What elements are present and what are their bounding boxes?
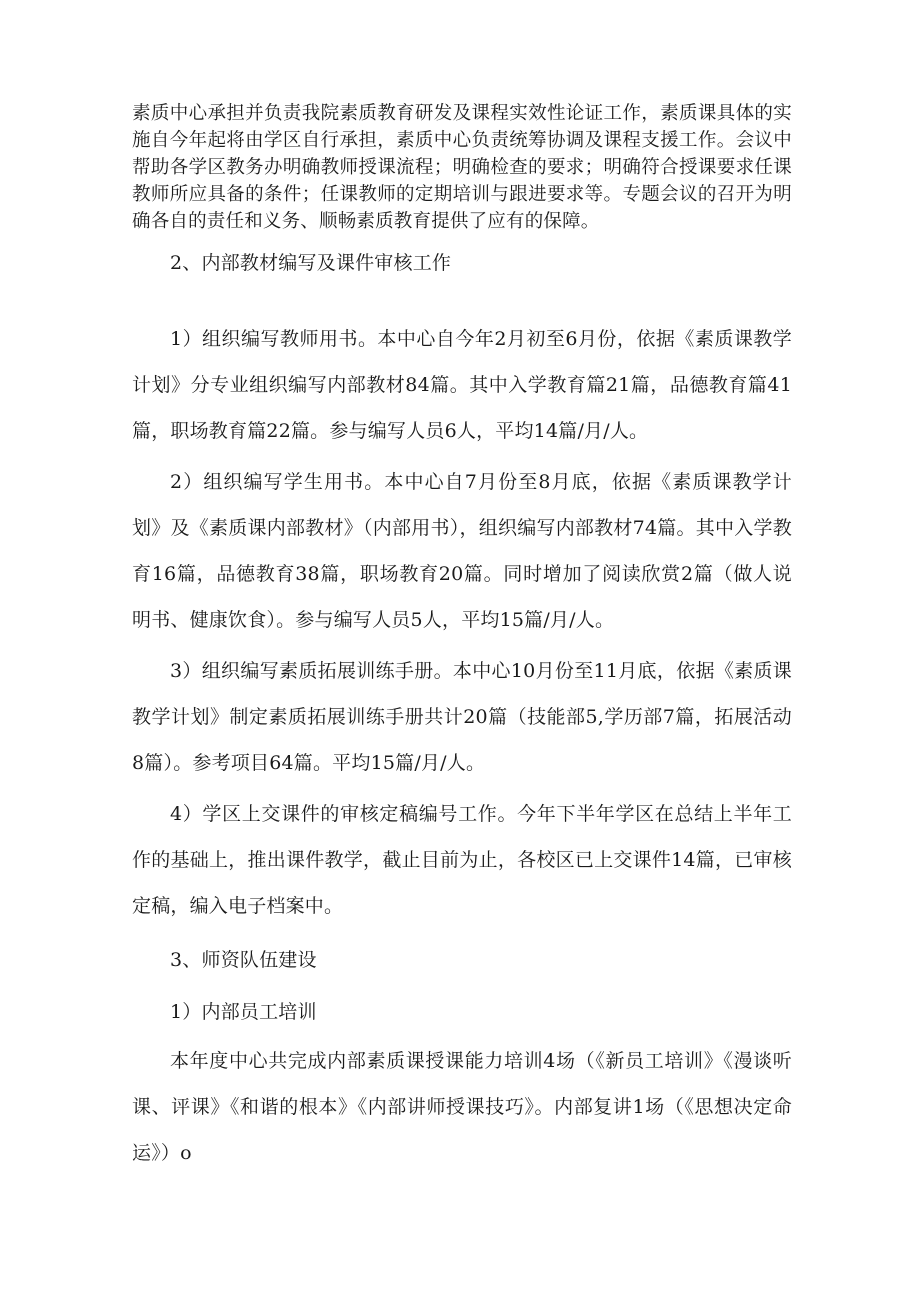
intro-paragraph: 素质中心承担并负责我院素质教育研发及课程实效性论证工作，素质课具体的实施自今年起将由学区自行承担，素质中心负责统筹协调及课程支援工作。会议中帮助各学区教务办明确教师授课流程；明确检查的要求；明确符合授课要求任课教师所应具备的条件；任课教师的定期培训与跟进要求等。专题会议的召开为明确各自的责任和义务、顺畅素质教育提供了应有的保障。 (132, 103, 792, 232)
item-3-paragraph: 3）组织编写素质拓展训练手册。本中心10月份至11月底，依据《素质课教学计划》制定素质拓展训练手册共计20篇（技能部5,学历部7篇，拓展活动8篇）。参考项目64篇。平均15篇/月/人。 (132, 660, 792, 774)
item-1-paragraph: 1）组织编写教师用书。本中心自今年2月初至6月份，依据《素质课教学计划》分专业组织编写内部教材84篇。其中入学教育篇21篇，品德教育篇41篇，职场教育篇22篇。参与编写人员6人，平均14篇/月/人。 (132, 328, 792, 442)
item-4-paragraph: 4）学区上交课件的审核定稿编号工作。今年下半年学区在总结上半年工作的基础上，推出课件教学，截止目前为止，各校区已上交课件14篇，已审核定稿，编入电子档案中。 (132, 803, 792, 917)
item-2-paragraph: 2）组织编写学生用书。本中心自7月份至8月底，依据《素质课教学计划》及《素质课内部教材》（内部用书），组织编写内部教材74篇。其中入学教育16篇，品德教育38篇，职场教育20篇。同时增加了阅读欣赏2篇（做人说明书、健康饮食）。参与编写人员5人，平均15篇/月/人。 (132, 471, 792, 631)
section-2-heading: 2、内部教材编写及课件审核工作 (170, 252, 452, 274)
section-3-heading: 3、师资队伍建设 (170, 949, 317, 971)
training-paragraph: 本年度中心共完成内部素质课授课能力培训4场（《新员工培训》《漫谈听课、评课》《和谐的根本》《内部讲师授课技巧》。内部复讲1场（《思想决定命运》）o (132, 1050, 792, 1164)
subsection-1-heading: 1）内部员工培训 (170, 1001, 317, 1023)
